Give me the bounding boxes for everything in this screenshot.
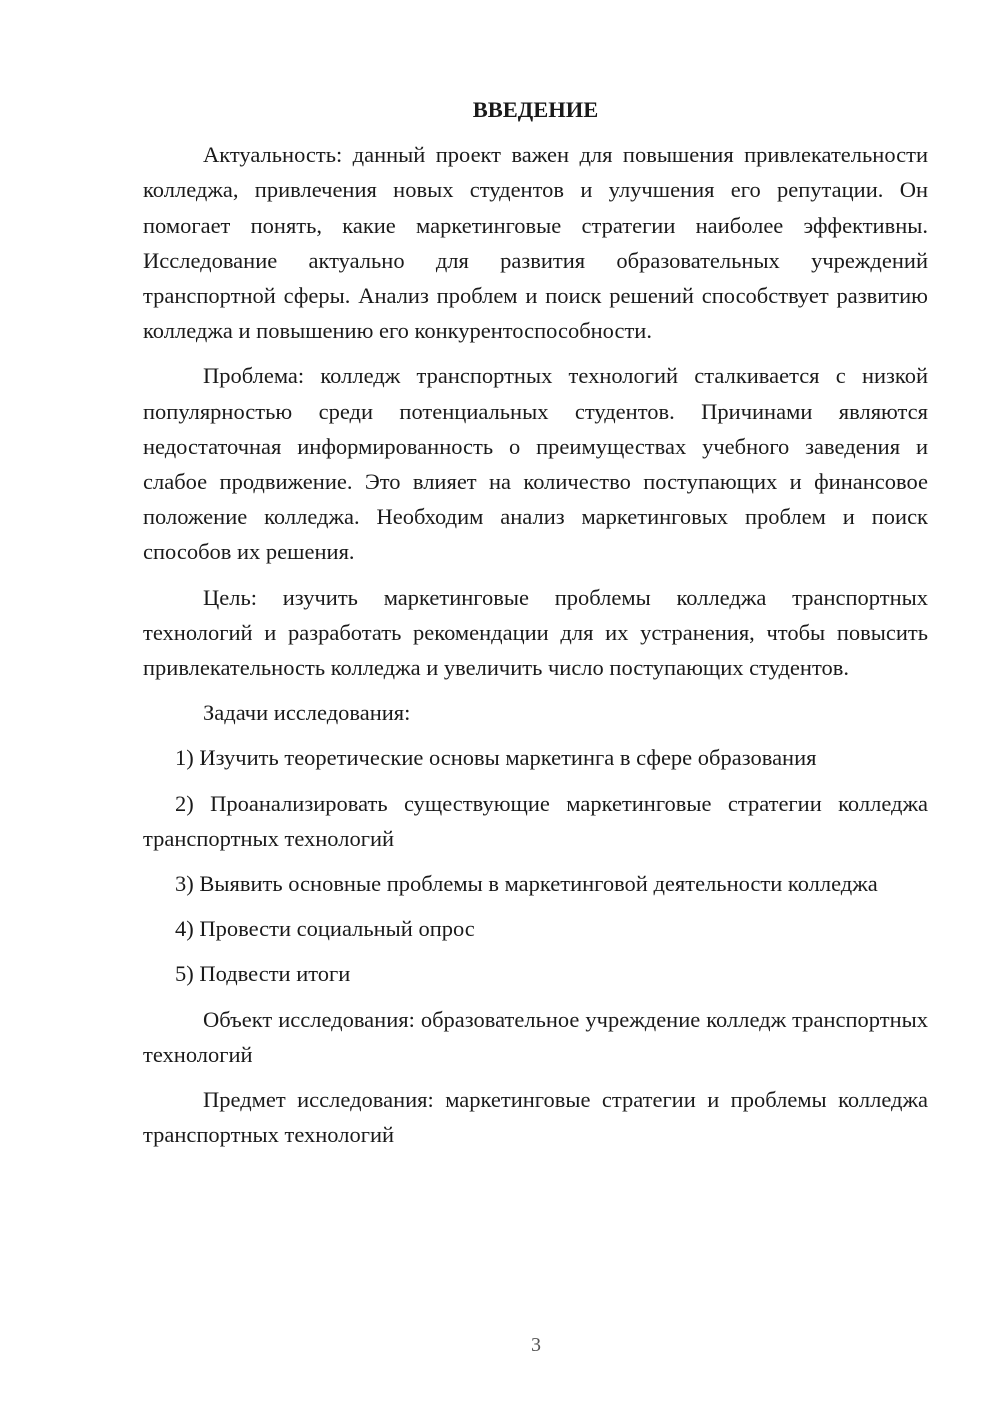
task-item-2: 2) Проанализировать существующие маркетинговые стратегии колледжа транспортных технологий <box>143 790 928 851</box>
page-number: 3 <box>531 1334 541 1356</box>
task-item-1: 1) Изучить теоретические основы маркетинга в сфере образования <box>175 745 817 771</box>
page-title: ВВЕДЕНИЕ <box>472 97 599 122</box>
task-item-3: 3) Выявить основные проблемы в маркетинговой деятельности колледжа <box>175 871 878 897</box>
goal-paragraph: Цель: изучить маркетинговые проблемы колледжа транспортных технологий и разработать рекомендации для их устранения, чтобы повысить привлекательность колледжа и увеличить число поступающих студентов. <box>143 584 928 681</box>
tasks-heading: Задачи исследования: <box>203 700 411 726</box>
task-item-4: 4) Провести социальный опрос <box>175 916 475 942</box>
page-content <box>143 92 928 1162</box>
problem-paragraph: Проблема: колледж транспортных технологий сталкивается с низкой популярностью среди потенциальных студентов. Причинами являются недостаточная информированность о преимуществах учебного заведения и слабое продвижение. Это влияет на количество поступающих и финансовое положение колледжа. Необходим анализ маркетинговых проблем и поиск способов их решения. <box>143 363 928 565</box>
task-item-5: 5) Подвести итоги <box>175 961 351 987</box>
subject-paragraph: Предмет исследования: маркетинговые стратегии и проблемы колледжа транспортных технологий <box>143 1087 928 1148</box>
object-paragraph: Объект исследования: образовательное учреждение колледж транспортных технологий <box>143 1006 928 1067</box>
relevance-paragraph: Актуальность: данный проект важен для повышения привлекательности колледжа, привлечения новых студентов и улучшения его репутации. Он помогает понять, какие маркетинговые стратегии наиболее эффективны. Исследование актуально для развития образовательных учреждений транспортной сферы. Анализ проблем и поиск решений способствует развитию колледжа и повышению его конкурентоспособности. <box>143 142 928 344</box>
